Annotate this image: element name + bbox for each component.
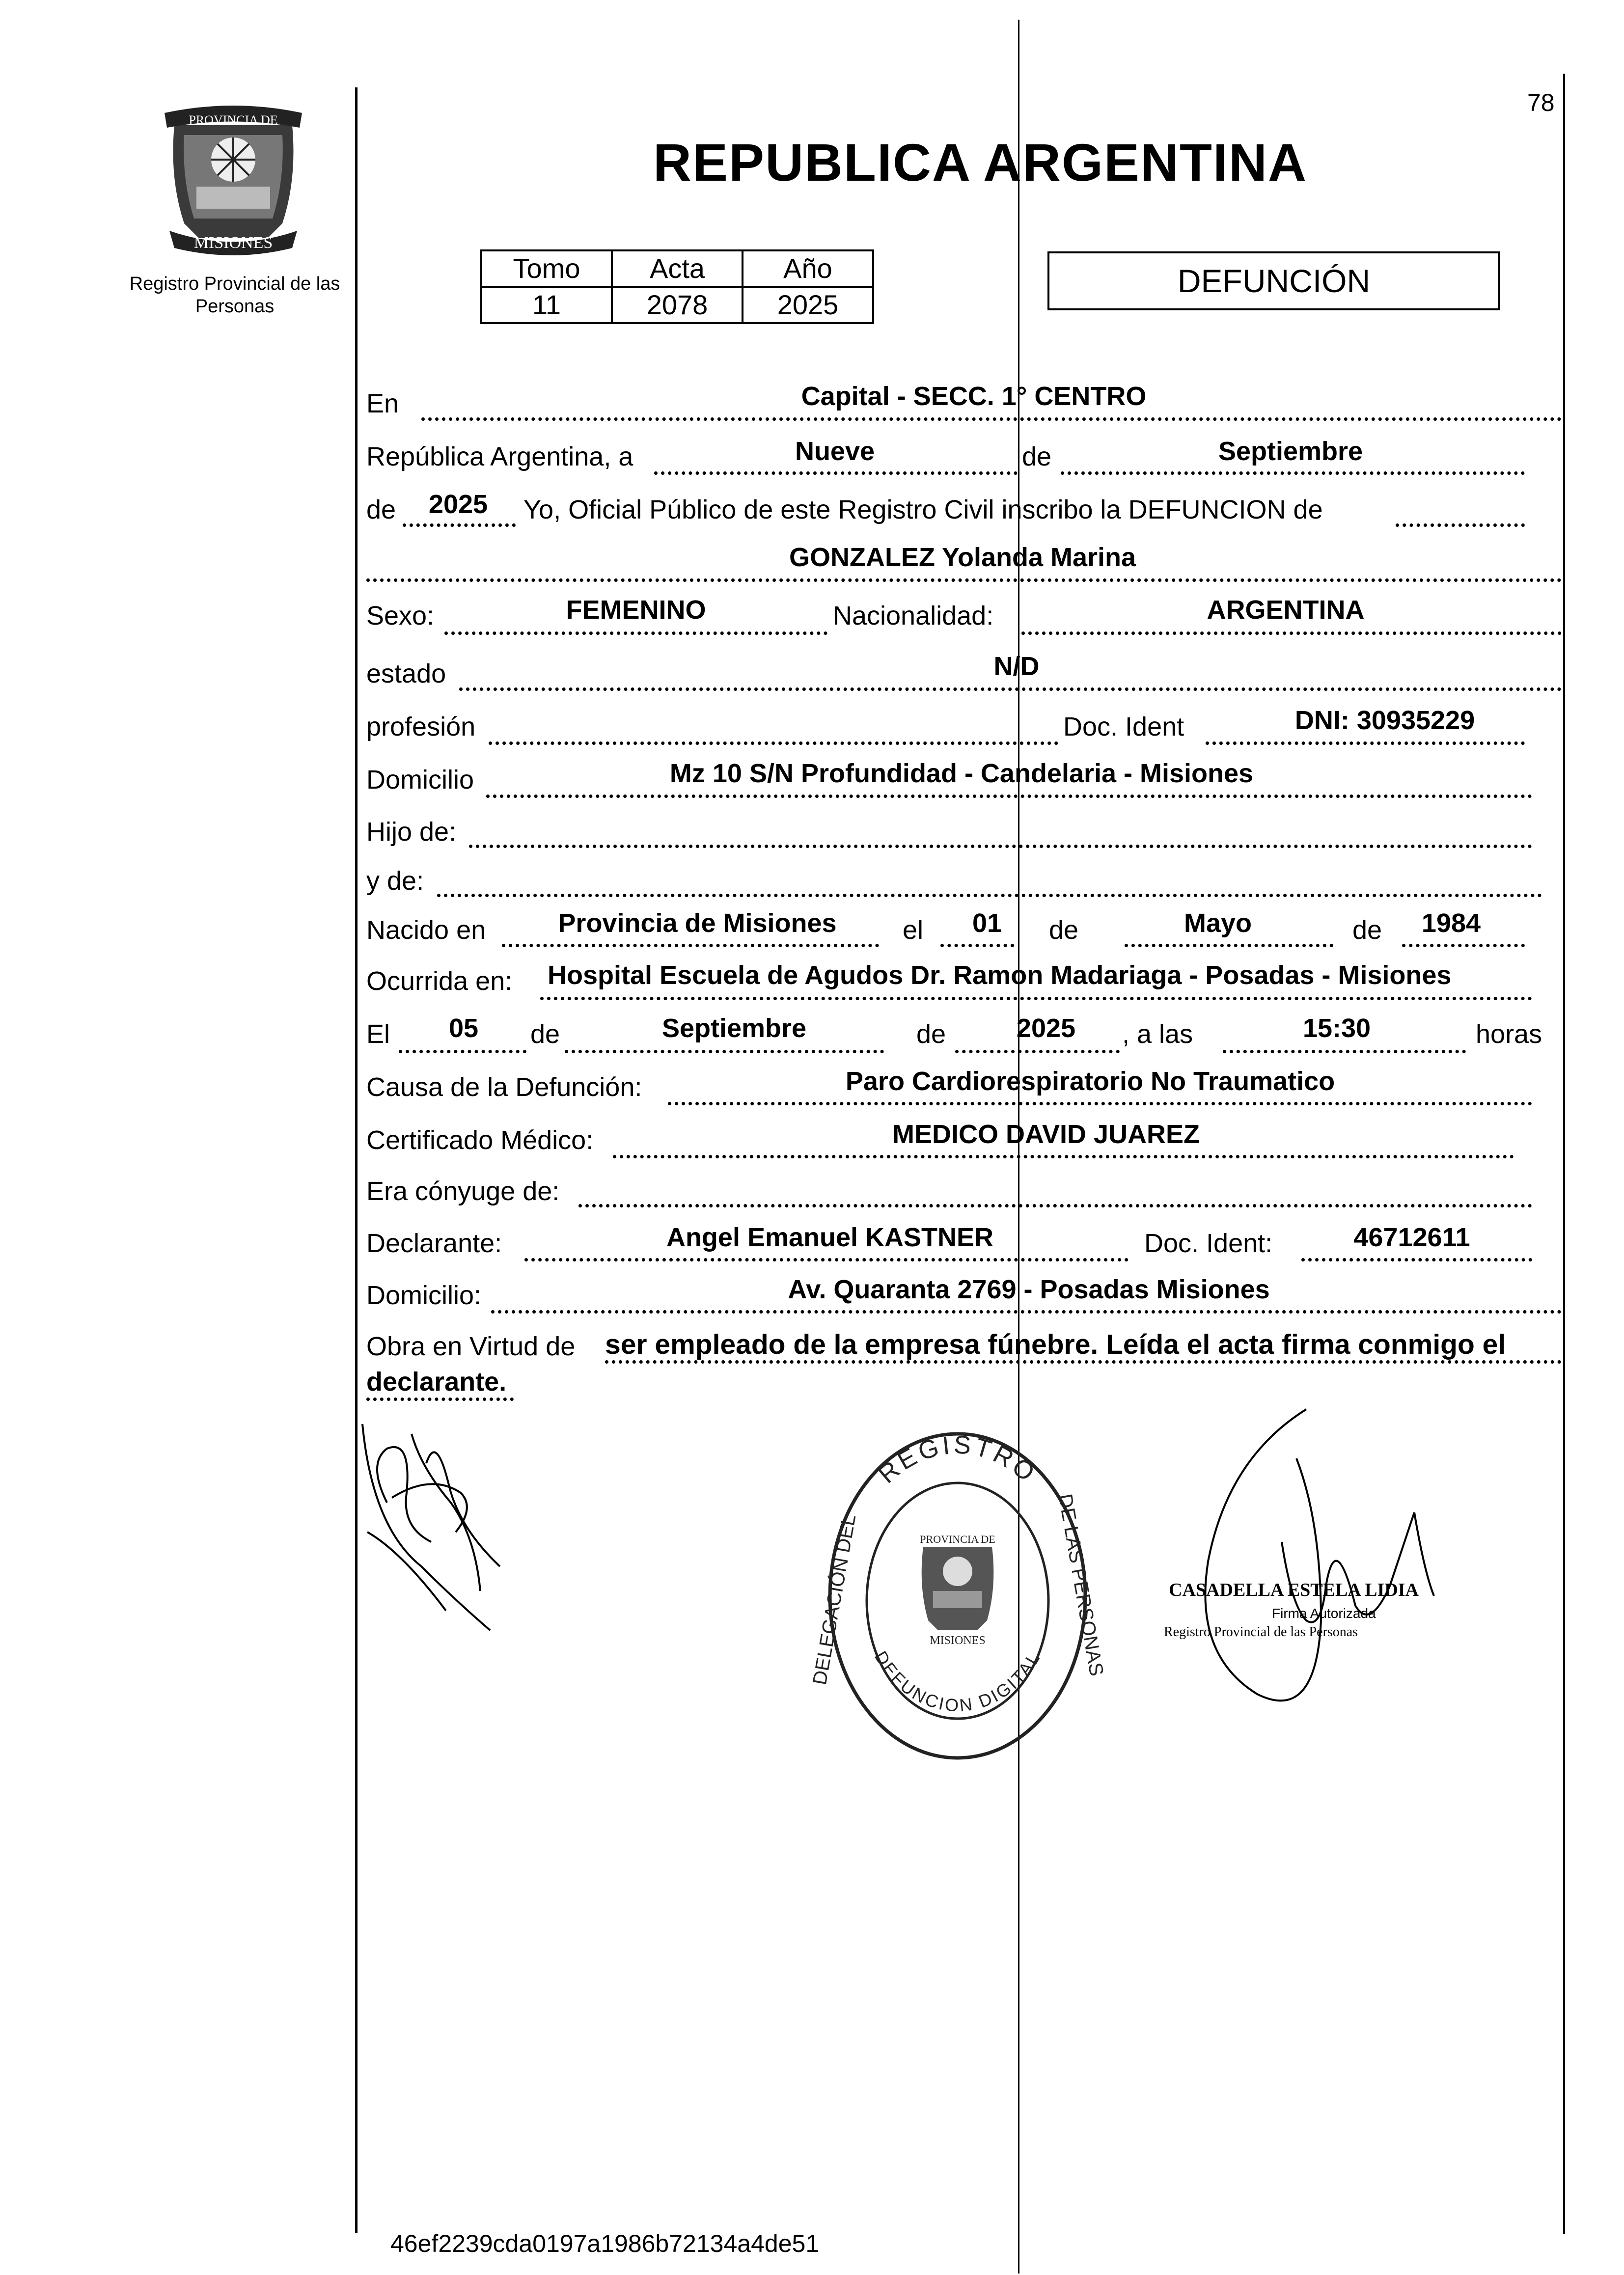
acta-header: Acta bbox=[612, 250, 743, 287]
de2-label: de bbox=[366, 495, 396, 524]
seal-text-bottom: MISIONES bbox=[193, 234, 273, 252]
nac-mes: Mayo bbox=[1184, 908, 1252, 938]
obra-line2 bbox=[366, 1398, 514, 1401]
left-margin-line bbox=[355, 87, 358, 2233]
hora-value: 15:30 bbox=[1302, 1014, 1371, 1043]
profesion-label: profesión bbox=[366, 712, 476, 741]
stamp-top-text: REGISTRO bbox=[873, 1430, 1043, 1489]
declarant-signature bbox=[358, 1404, 510, 1640]
nac-dia: 01 bbox=[972, 908, 1002, 938]
nac-mes-line bbox=[1125, 944, 1333, 947]
fall-dia: 05 bbox=[448, 1014, 479, 1043]
nac-dia-line bbox=[940, 944, 1014, 947]
fall-dia-line bbox=[399, 1050, 526, 1053]
certificado-line bbox=[613, 1155, 1514, 1158]
obra-text-line2: declarante. bbox=[366, 1367, 507, 1397]
official-signature bbox=[1159, 1399, 1473, 1743]
fall-mes-line bbox=[565, 1050, 884, 1053]
doc-ident-label: Doc. Ident bbox=[1063, 712, 1184, 741]
causa-label: Causa de la Defunción: bbox=[366, 1072, 642, 1102]
alas-label: , a las bbox=[1122, 1019, 1193, 1049]
fall-mes: Septiembre bbox=[661, 1014, 807, 1043]
yde-label: y de: bbox=[366, 866, 424, 896]
domicilio2-label: Domicilio: bbox=[366, 1281, 482, 1310]
declarante-label: Declarante: bbox=[366, 1229, 502, 1258]
statement-text: Yo, Oficial Público de este Registro Civil inscribo la DEFUNCION de bbox=[523, 495, 1323, 524]
domicilio2-line bbox=[491, 1310, 1562, 1314]
act-table bbox=[480, 249, 874, 324]
estado-line bbox=[459, 687, 1562, 691]
month-text: Septiembre bbox=[1218, 437, 1363, 466]
document-type-box: DEFUNCIÓN bbox=[1047, 251, 1500, 310]
doc-ident2-value: 46712611 bbox=[1353, 1223, 1470, 1252]
certificado-label: Certificado Médico: bbox=[366, 1125, 594, 1155]
right-margin-line bbox=[1563, 74, 1565, 2234]
stamp-left-text: DELEGACIÓN DEL bbox=[810, 1512, 860, 1687]
day-line bbox=[654, 471, 1018, 475]
nacido-lugar-line bbox=[502, 944, 879, 947]
month-line bbox=[1061, 471, 1525, 475]
svg-text:REGISTRO bbox=[873, 1430, 1043, 1489]
profesion-line bbox=[489, 741, 1058, 745]
certificado-value: MEDICO DAVID JUAREZ bbox=[892, 1120, 1200, 1149]
official-registry: Registro Provincial de las Personas bbox=[1164, 1624, 1358, 1640]
statement-line bbox=[1396, 523, 1525, 527]
registry-stamp bbox=[810, 1424, 1105, 1768]
registry-name: Registro Provincial de las Personas bbox=[129, 274, 340, 317]
day-text: Nueve bbox=[795, 437, 875, 466]
doc-ident2-line bbox=[1301, 1258, 1532, 1261]
obra-label: Obra en Virtud de bbox=[366, 1332, 576, 1361]
doc-ident-line bbox=[1206, 741, 1525, 745]
ocurrida-label: Ocurrida en: bbox=[366, 966, 513, 996]
page-number: 78 bbox=[1527, 89, 1555, 116]
declarante-line bbox=[524, 1258, 1129, 1261]
declarante-value: Angel Emanuel KASTNER bbox=[666, 1223, 994, 1252]
seal-text-top: PROVINCIA DE bbox=[189, 113, 278, 127]
fall-de2-label: de bbox=[916, 1019, 946, 1049]
official-title: Firma Autorizada bbox=[1272, 1606, 1376, 1621]
anio-header: Año bbox=[743, 250, 873, 287]
conyuge-label: Era cónyuge de: bbox=[366, 1177, 560, 1206]
fall-anio-line bbox=[955, 1050, 1120, 1053]
en-label: En bbox=[366, 389, 399, 418]
conyuge-line bbox=[578, 1204, 1532, 1207]
year-value: 2025 bbox=[428, 490, 488, 519]
tomo-value: 11 bbox=[481, 287, 612, 323]
en-value: Capital - SECC. 1° CENTRO bbox=[801, 382, 1147, 411]
ocurrida-line bbox=[540, 997, 1532, 1000]
stamp-bottom-text: DEFUNCION DIGITAL bbox=[870, 1647, 1045, 1716]
province-seal bbox=[155, 106, 312, 258]
fall-de1-label: de bbox=[530, 1019, 560, 1049]
acta-value: 2078 bbox=[612, 287, 743, 323]
de-label: de bbox=[1022, 442, 1052, 471]
estado-value: N/D bbox=[993, 652, 1040, 681]
document-hash: 46ef2239cda0197a1986b72134a4de51 bbox=[390, 2230, 820, 2257]
domicilio-line bbox=[486, 795, 1532, 798]
el2-label: El bbox=[366, 1019, 390, 1049]
official-name: CASADELLA ESTELA LIDIA bbox=[1169, 1580, 1419, 1600]
nacionalidad-label: Nacionalidad: bbox=[833, 601, 994, 630]
stamp-inner-bottom: MISIONES bbox=[930, 1634, 986, 1647]
causa-line bbox=[668, 1102, 1532, 1105]
document-title: REPUBLICA ARGENTINA bbox=[653, 133, 1307, 192]
ocurrida-value: Hospital Escuela de Agudos Dr. Ramon Madariaga - Posadas - Misiones bbox=[548, 960, 1452, 990]
stamp-inner-top: PROVINCIA DE bbox=[920, 1533, 995, 1545]
doc-ident-value: DNI: 30935229 bbox=[1294, 706, 1475, 735]
stamp-inner-seal bbox=[920, 1533, 995, 1647]
sexo-label: Sexo: bbox=[366, 601, 435, 630]
yde-line bbox=[437, 894, 1542, 897]
causa-value: Paro Cardiorespiratorio No Traumatico bbox=[845, 1067, 1335, 1096]
nac-de1-label: de bbox=[1049, 915, 1079, 945]
el-label: el bbox=[903, 915, 924, 945]
obra-text-line1: ser empleado de la empresa fúnebre. Leída el acta firma conmigo el bbox=[605, 1329, 1506, 1360]
nacionalidad-value: ARGENTINA bbox=[1207, 595, 1365, 625]
nac-anio: 1984 bbox=[1421, 908, 1481, 938]
sexo-value: FEMENINO bbox=[566, 595, 706, 625]
domicilio2-value: Av. Quaranta 2769 - Posadas Misiones bbox=[788, 1275, 1270, 1304]
nacido-lugar: Provincia de Misiones bbox=[558, 908, 837, 938]
doc-ident2-label: Doc. Ident: bbox=[1144, 1229, 1273, 1258]
estado-label: estado bbox=[366, 659, 446, 688]
name-line bbox=[366, 578, 1562, 582]
nac-anio-line bbox=[1402, 944, 1525, 947]
fall-anio: 2025 bbox=[1016, 1014, 1076, 1043]
sexo-line bbox=[444, 631, 827, 635]
year-line bbox=[403, 523, 516, 527]
hijo-label: Hijo de: bbox=[366, 817, 457, 847]
hijo-line bbox=[469, 845, 1532, 848]
domicilio-value: Mz 10 S/N Profundidad - Candelaria - Misiones bbox=[669, 759, 1254, 788]
en-line bbox=[421, 417, 1562, 421]
tomo-header: Tomo bbox=[481, 250, 612, 287]
nacido-label: Nacido en bbox=[366, 915, 486, 945]
domicilio-label: Domicilio bbox=[366, 765, 474, 795]
hora-line bbox=[1223, 1050, 1466, 1053]
rep-label: República Argentina, a bbox=[366, 442, 633, 471]
anio-value: 2025 bbox=[743, 287, 873, 323]
obra-line1 bbox=[605, 1360, 1562, 1364]
deceased-name: GONZALEZ Yolanda Marina bbox=[789, 543, 1136, 572]
stamp-right-text: DE LAS PERSONAS bbox=[1054, 1492, 1105, 1678]
horas-label: horas bbox=[1476, 1019, 1542, 1049]
nacionalidad-line bbox=[1021, 631, 1562, 635]
svg-text:DEFUNCION DIGITAL bbox=[871, 1647, 1045, 1716]
nac-de2-label: de bbox=[1352, 915, 1382, 945]
